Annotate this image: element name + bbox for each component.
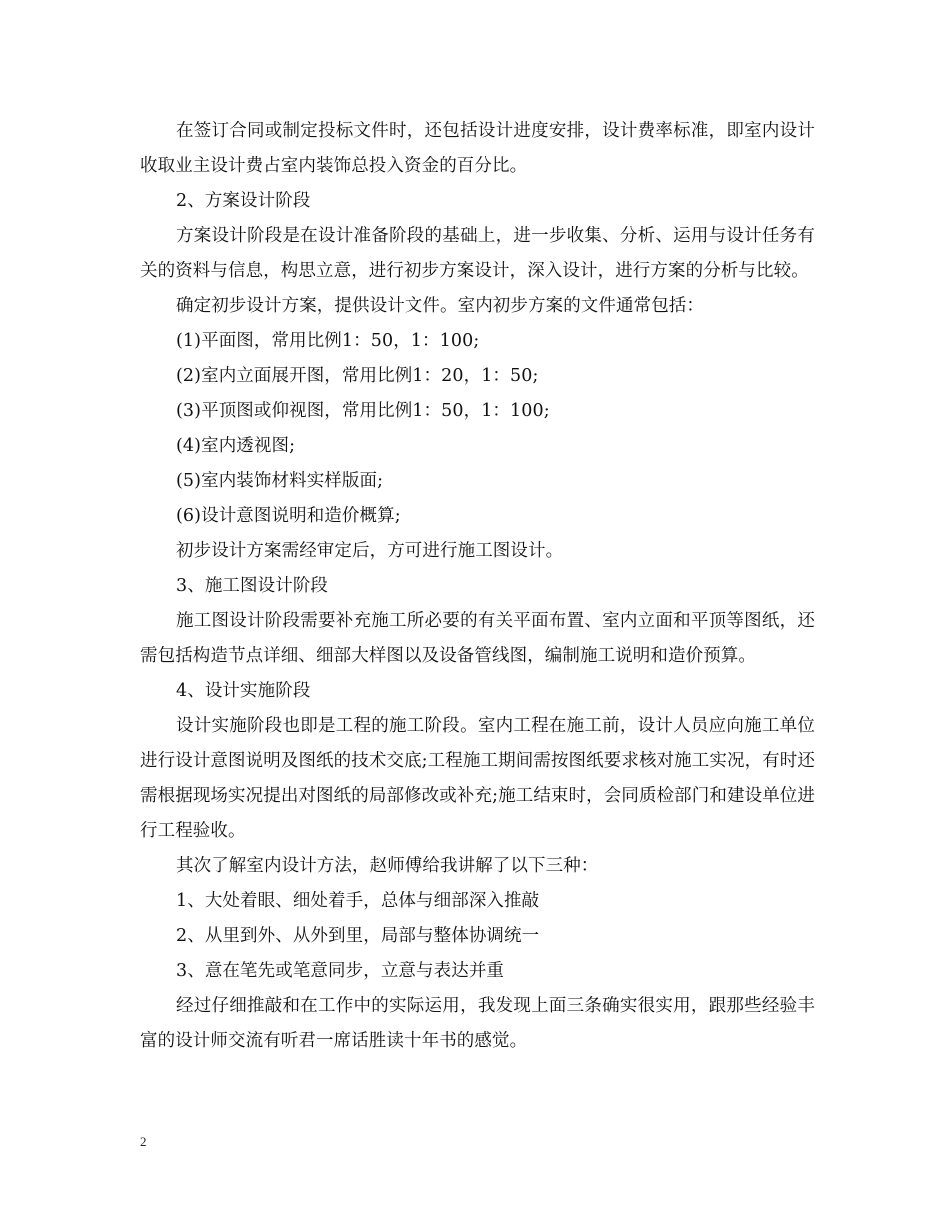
paragraph-implementation: 设计实施阶段也即是工程的施工阶段。室内工程在施工前，设计人员应向施工单位进行设计意图说明及图纸的技术交底;工程施工期间需按图纸要求核对施工实况，有时还需根据现场实况提出对图纸的局部修改或补充;施工结束时，会同质检部门和建设单位进行工程验收。 [140,716,815,841]
paragraph-approval: 初步设计方案需经审定后，方可进行施工图设计。 [176,541,564,561]
list-item-perspective: (4)室内透视图; [176,436,296,456]
paragraph-conclusion: 经过仔细推敲和在工作中的实际运用，我发现上面三条确实很实用，跟那些经验丰富的设计师交流有听君一席话胜读十年书的感觉。 [140,996,815,1051]
heading-implementation-stage: 4、设计实施阶段 [176,681,311,701]
paragraph-preliminary-files: 确定初步设计方案，提供设计文件。室内初步方案的文件通常包括： [176,296,704,316]
heading-construction-drawing-stage: 3、施工图设计阶段 [176,576,329,596]
list-item-elevation: (2)室内立面展开图，常用比例1：20，1：50; [176,366,539,386]
list-item-method-3: 3、意在笔先或笔意同步，立意与表达并重 [176,961,505,981]
paragraph-design-methods-intro: 其次了解室内设计方法，赵师傅给我讲解了以下三种： [176,856,599,876]
list-item-ceiling-plan: (3)平顶图或仰视图，常用比例1：50，1：100; [176,401,550,421]
paragraph-fee-standard: 在签订合同或制定投标文件时，还包括设计进度安排，设计费率标准，即室内设计收取业主设计费占室内装饰总投入资金的百分比。 [140,121,815,176]
heading-scheme-design-stage: 2、方案设计阶段 [176,191,311,211]
list-item-material-board: (5)室内装饰材料实样版面; [176,471,384,491]
list-item-design-notes: (6)设计意图说明和造价概算; [176,506,401,526]
paragraph-construction-drawing: 施工图设计阶段需要补充施工所必要的有关平面布置、室内立面和平顶等图纸，还需包括构造节点详细、细部大样图以及设备管线图，编制施工说明和造价预算。 [140,611,815,666]
list-item-method-1: 1、大处着眼、细处着手，总体与细部深入推敲 [176,891,540,911]
page-number: 2 [140,1134,147,1149]
list-item-method-2: 2、从里到外、从外到里，局部与整体协调统一 [176,926,540,946]
document-body [140,114,815,1059]
paragraph-scheme-design: 方案设计阶段是在设计准备阶段的基础上，进一步收集、分析、运用与设计任务有关的资料与信息，构思立意，进行初步方案设计，深入设计，进行方案的分析与比较。 [140,226,815,281]
list-item-floor-plan: (1)平面图，常用比例1：50，1：100; [176,331,480,351]
